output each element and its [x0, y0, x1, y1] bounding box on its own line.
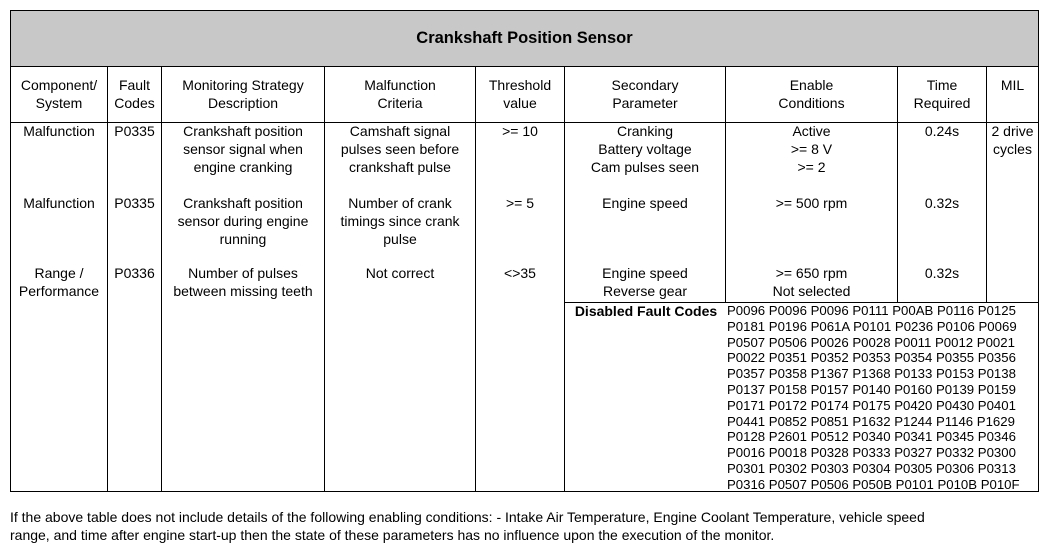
header-criteria: Malfunction Criteria	[364, 77, 436, 111]
header-strategy: Monitoring Strategy Description	[182, 77, 304, 111]
footnote-line: If the above table does not include details of the following enabling conditions: - Intake Air Temperature, Engine Coolant Temperature, vehicle speed	[10, 509, 925, 525]
row3-fault-code: P0336	[114, 265, 155, 281]
row3-secondary: Engine speed Reverse gear	[602, 265, 688, 299]
row2-strategy: Crankshaft position sensor during engine running	[177, 195, 309, 247]
codes-line: P0507 P0506 P0026 P0028 P0011 P0012 P0021	[727, 334, 1015, 350]
codes-line: P0316 P0507 P0506 P050B P0101 P010B P010F	[727, 476, 1020, 492]
row1-fault-code: P0335	[114, 123, 155, 139]
row1-criteria: Camshaft signal pulses seen before crankshaft pulse	[340, 123, 460, 175]
disabled-fault-codes-list	[727, 303, 1039, 493]
header-time: Time Required	[913, 77, 971, 111]
table-title: Crankshaft Position Sensor	[11, 11, 1038, 67]
header-component: Component/ System	[20, 77, 98, 111]
row3-component: Range / Performance	[18, 265, 100, 299]
row2-time: 0.32s	[924, 195, 960, 211]
codes-line: P0357 P0358 P1367 P1368 P0133 P0153 P0138	[727, 366, 1016, 382]
header-threshold: Threshold value	[488, 77, 552, 111]
codes-line: P0096 P0096 P0096 P0111 P00AB P0116 P0125	[727, 303, 1016, 318]
codes-line: P0171 P0172 P0174 P0175 P0420 P0430 P0401	[727, 397, 1016, 413]
row2-secondary: Engine speed	[602, 195, 688, 211]
row3-threshold: <>35	[504, 265, 536, 281]
header-enable: Enable Conditions	[778, 77, 845, 111]
row3-enable: >= 650 rpm Not selected	[772, 265, 851, 299]
codes-line: P0301 P0302 P0303 P0304 P0305 P0306 P0313	[727, 460, 1016, 476]
row2-component: Malfunction	[23, 195, 95, 211]
codes-line: P0016 P0018 P0328 P0333 P0327 P0332 P0300	[727, 445, 1016, 461]
codes-line: P0128 P2601 P0512 P0340 P0341 P0345 P0346	[727, 429, 1016, 445]
codes-line: P0137 P0158 P0157 P0140 P0160 P0139 P0159	[727, 381, 1016, 397]
header-secondary: Secondary Parameter	[611, 77, 679, 111]
row2-criteria: Number of crank timings since crank pulse	[340, 195, 460, 247]
disabled-fault-codes-label: Disabled Fault Codes	[574, 303, 718, 319]
row2-enable: >= 500 rpm	[775, 195, 848, 211]
row2-fault-code: P0335	[114, 195, 155, 211]
header-mil: MIL	[1000, 77, 1025, 93]
row1-enable: Active >= 8 V >= 2	[790, 123, 833, 175]
row1-secondary: Cranking Battery voltage Cam pulses seen	[590, 123, 700, 175]
row1-strategy: Crankshaft position sensor signal when engine cranking	[183, 123, 303, 175]
row3-criteria: Not correct	[365, 265, 435, 281]
row1-mil: 2 drive cycles	[991, 123, 1034, 157]
footnote-line: range, and time after engine start-up then the state of these parameters has no influence upon the execution of the monitor.	[10, 527, 775, 543]
row3-time: 0.32s	[924, 265, 960, 281]
codes-line: P0181 P0196 P061A P0101 P0236 P0106 P0069	[727, 318, 1017, 334]
row3-strategy: Number of pulses between missing teeth	[173, 265, 313, 299]
row1-time: 0.24s	[924, 123, 960, 139]
footnote	[10, 508, 1040, 544]
row2-threshold: >= 5	[505, 195, 535, 211]
codes-line: P0441 P0852 P0851 P1632 P1244 P1146 P1629	[727, 413, 1015, 429]
monitor-table	[10, 10, 1039, 492]
column-divider	[986, 66, 987, 303]
header-fault-codes: Fault Codes	[114, 77, 155, 111]
row1-component: Malfunction	[23, 123, 95, 139]
codes-line: P0022 P0351 P0352 P0353 P0354 P0355 P0356	[727, 350, 1016, 366]
row1-threshold: >= 10	[502, 123, 538, 139]
